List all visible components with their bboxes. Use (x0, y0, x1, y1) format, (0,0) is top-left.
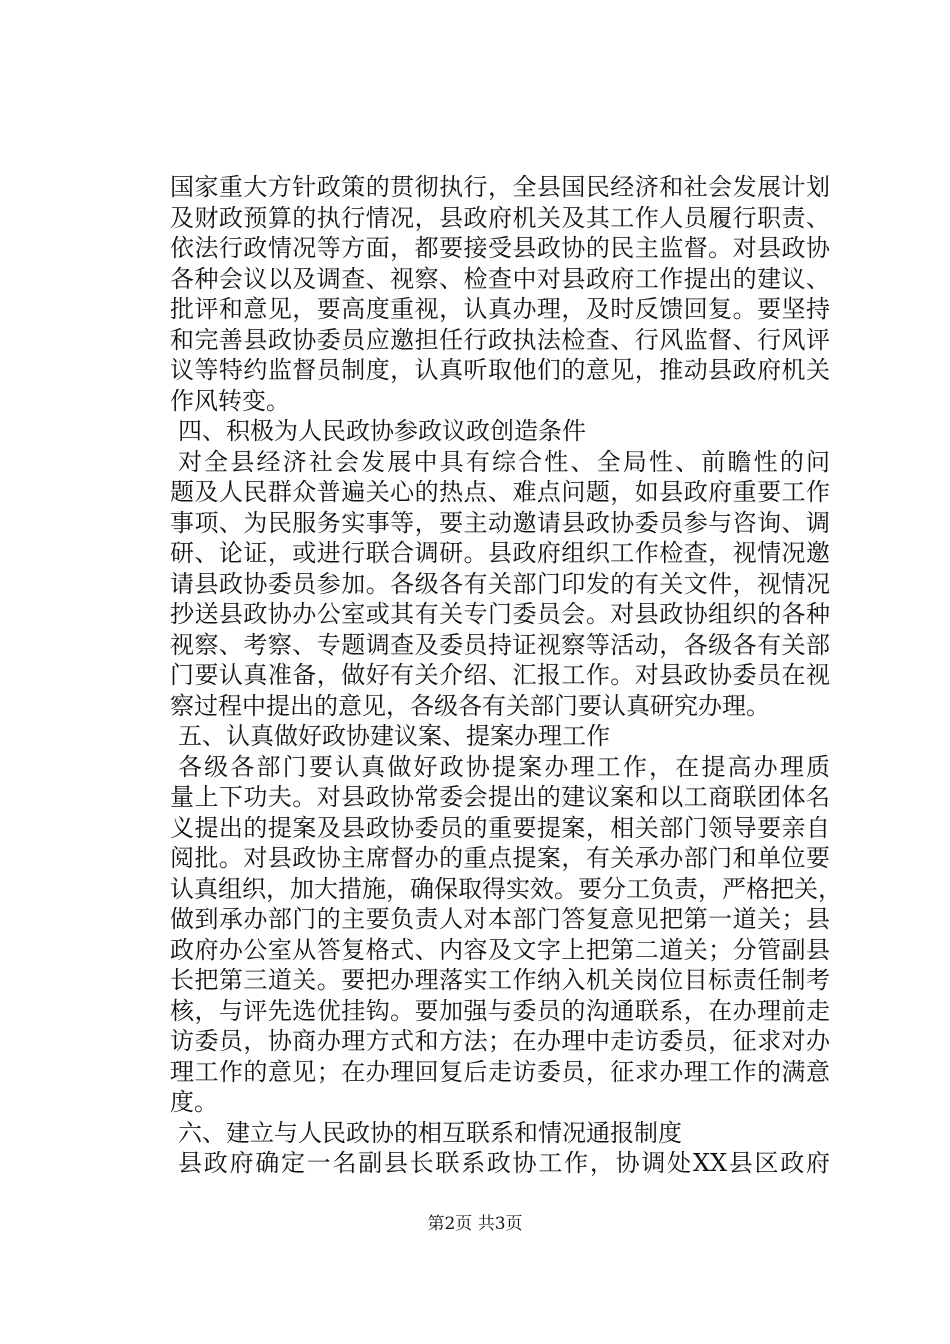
body-line: 及财政预算的执行情况，县政府机关及其工作人员履行职责、 (170, 203, 830, 232)
section-heading: 六、建立与人民政协的相互联系和情况通报制度 (178, 1118, 682, 1147)
body-line: 阅批。对县政协主席督办的重点提案，有关承办部门和单位要 (170, 844, 830, 872)
body-line: 请县政协委员参加。各级各有关部门印发的有关文件，视情况 (170, 569, 830, 598)
body-line: 和完善县政协委员应邀担任行政执法检查、行风监督、行风评 (170, 325, 830, 354)
body-line: 批评和意见，要高度重视，认真办理，及时反馈回复。要坚持 (170, 295, 830, 323)
body-line: 对全县经济社会发展中具有综合性、全局性、前瞻性的问 (178, 447, 830, 476)
body-line: 议等特约监督员制度，认真听取他们的意见，推动县政府机关 (170, 356, 830, 384)
body-line: 研、论证，或进行联合调研。县政府组织工作检查，视情况邀 (170, 539, 830, 567)
section-heading: 四、积极为人民政协参政议政创造条件 (178, 417, 586, 445)
body-line: 抄送县政协办公室或其有关专门委员会。对县政协组织的各种 (170, 600, 830, 628)
body-line: 量上下功夫。对县政协常委会提出的建议案和以工商联团体名 (170, 783, 830, 811)
section-heading: 五、认真做好政协建议案、提案办理工作 (178, 722, 610, 750)
body-line: 门要认真准备，做好有关介绍、汇报工作。对县政协委员在视 (170, 661, 830, 689)
body-line: 核，与评先选优挂钩。要加强与委员的沟通联系，在办理前走 (170, 996, 830, 1025)
page-number: 第2页 共3页 (427, 1214, 523, 1234)
body-line: 各级各部门要认真做好政协提案办理工作，在提高办理质 (178, 752, 830, 781)
body-line: 县政府确定一名副县长联系政协工作，协调处XX县区政府 (178, 1149, 830, 1177)
body-line: 国家重大方针政策的贯彻执行，全县国民经济和社会发展计划 (170, 173, 830, 201)
body-line: 访委员，协商办理方式和方法；在办理中走访委员，征求对办 (170, 1027, 830, 1055)
body-line: 依法行政情况等方面，都要接受县政协的民主监督。对县政协 (170, 234, 830, 262)
body-line: 事项、为民服务实事等，要主动邀请县政协委员参与咨询、调 (170, 508, 830, 537)
body-line: 题及人民群众普遍关心的热点、难点问题，如县政府重要工作 (170, 478, 830, 506)
body-line: 长把第三道关。要把办理落实工作纳入机关岗位目标责任制考 (170, 966, 830, 994)
body-line: 理工作的意见；在办理回复后走访委员，征求办理工作的满意 (170, 1057, 830, 1086)
body-line: 义提出的提案及县政协委员的重要提案，相关部门领导要亲自 (170, 813, 830, 842)
body-line: 各种会议以及调查、视察、检查中对县政府工作提出的建议、 (170, 264, 830, 293)
body-line: 作风转变。 (170, 386, 290, 415)
body-line: 政府办公室从答复格式、内容及文字上把第二道关；分管副县 (170, 935, 830, 964)
body-line: 做到承办部门的主要负责人对本部门答复意见把第一道关；县 (170, 905, 830, 933)
body-line: 认真组织，加大措施，确保取得实效。要分工负责，严格把关， (170, 874, 842, 903)
body-line: 度。 (170, 1088, 218, 1116)
body-line: 视察、考察、专题调查及委员持证视察等活动，各级各有关部 (170, 630, 830, 659)
body-line: 察过程中提出的意见，各级各有关部门要认真研究办理。 (170, 691, 770, 720)
